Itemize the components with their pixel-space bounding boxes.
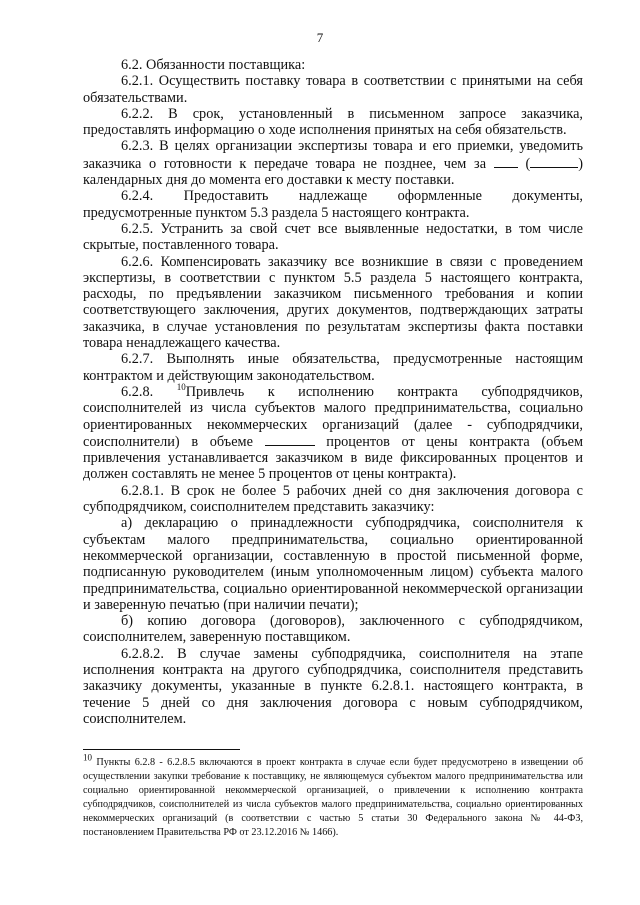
percent-blank — [265, 433, 315, 446]
clause-item-b: б) копию договора (договоров), заключенного с субподрядчиком, соисполнителем, заверенную поставщиком. — [83, 613, 583, 646]
clause-6-2-8-number: 6.2.8. — [121, 383, 154, 400]
clause-6-2-8-2: 6.2.8.2. В случае замены субподрядчика, соисполнителя на этапе исполнения контракта на другого субподрядчика, соисполнителя представить заказчику документы, указанные в пункте 6.2.8.1. настоящего контракта, в течение 5 дней со дня заключения договора с новым субподрядчиком, соисполнителем. — [83, 645, 583, 727]
clause-6-2-3-text-b: ( — [525, 155, 531, 172]
days-number-blank — [494, 155, 518, 168]
clause-6-2-6: 6.2.6. Компенсировать заказчику все возникшие в связи с проведением экспертизы, в соответствии с пунктом 5.5 раздела 5 настоящего контракта, расходы, по предъявлении заказчиком письменного требования и копии соответствующего заключения, других документов, подтверждающих затраты заказчика, в случае установления по результатам экспертизы факта поставки товара ненадлежащего качества. — [83, 253, 583, 352]
footnote-reference: 10 — [176, 382, 186, 393]
footnote-body: Пункты 6.2.8 - 6.2.8.5 включаются в проект контракта в случае если будет предусмотрено в извещении об осуществлении закупки требование к поставщику, не являющемуся субъектом малого предпринимательства или социально ориентированной некоммерческой организацией, о привлечении к исполнению контракта субподрядчиков, соисполнителей из числа субъектов малого предпринимательства, социально ориентированных некоммерческих организаций (в соответствии с частью 5 статьи 30 Федерального закона № 44-ФЗ, постановлением Правительства РФ от 23.12.2016 № 1466). — [83, 757, 583, 839]
clause-6-2-8-text-a: Привлечь к исполнению контракта субподрядчиков, соисполнителей из числа субъектов малого предпринимательства, социально ориентированных некоммерческих организаций (далее - субподрядчики, соисполнители) в объеме — [83, 383, 583, 450]
clause-6-2-4: 6.2.4. Предоставить надлежаще оформленные документы, предусмотренные пунктом 5.3 раздела 5 настоящего контракта. — [83, 188, 583, 221]
clause-6-2-5: 6.2.5. Устранить за свой счет все выявленные недостатки, в том числе скрытые, поставленного товара. — [83, 220, 583, 254]
clause-6-2-7: 6.2.7. Выполнять иные обязательства, предусмотренные настоящим контрактом и действующим законодательством. — [83, 351, 583, 384]
clause-6-2-3 — [83, 138, 583, 188]
days-words-blank — [530, 155, 578, 168]
clause-6-2-1: 6.2.1. Осуществить поставку товара в соответствии с принятыми на себя обязательствами. — [83, 73, 583, 106]
clause-6-2-3-text-c: ) календарных дня до момента его доставки к месту поставки. — [83, 155, 584, 189]
clause-6-2-8-text-b: процентов от цены контракта (объем привлечения устанавливается заказчиком в виде фиксированных процентов и должен составлять не менее 5 процентов от цены контракта). — [83, 433, 584, 483]
page-number: 7 — [316, 30, 324, 45]
footnote-marker: 10 — [83, 752, 92, 763]
clause-6-2-8-1: 6.2.8.1. В срок не более 5 рабочих дней со дня заключения договора с субподрядчиком, соисполнителем представить заказчику: — [83, 482, 583, 516]
clause-6-2-2: 6.2.2. В срок, установленный в письменном запросе заказчика, предоставлять информацию о ходе исполнения принятых на себя обязательств. — [83, 105, 583, 139]
clause-6-2-8 — [83, 384, 583, 483]
clause-item-a: а) декларацию о принадлежности субподрядчика, соисполнителя к субъектам малого предпринимательства, социально ориентированной некоммерческой организации, составленную в простой письменной форме, подписанную руководителем (иным уполномоченным лицом) субъекта малого предпринимательства, социально ориентированной некоммерческой организации и заверенную печатью (при наличии печати); — [83, 515, 583, 613]
footnote-text — [83, 752, 583, 841]
section-heading: 6.2. Обязанности поставщика: — [121, 57, 306, 73]
clause-6-2-3-text-a: 6.2.3. В целях организации экспертизы товара и его приемки, уведомить заказчика о готовности к передаче товара не позднее, чем за — [83, 138, 583, 172]
footnote-divider — [83, 749, 240, 750]
footnote — [83, 752, 583, 841]
document-body — [83, 57, 583, 727]
